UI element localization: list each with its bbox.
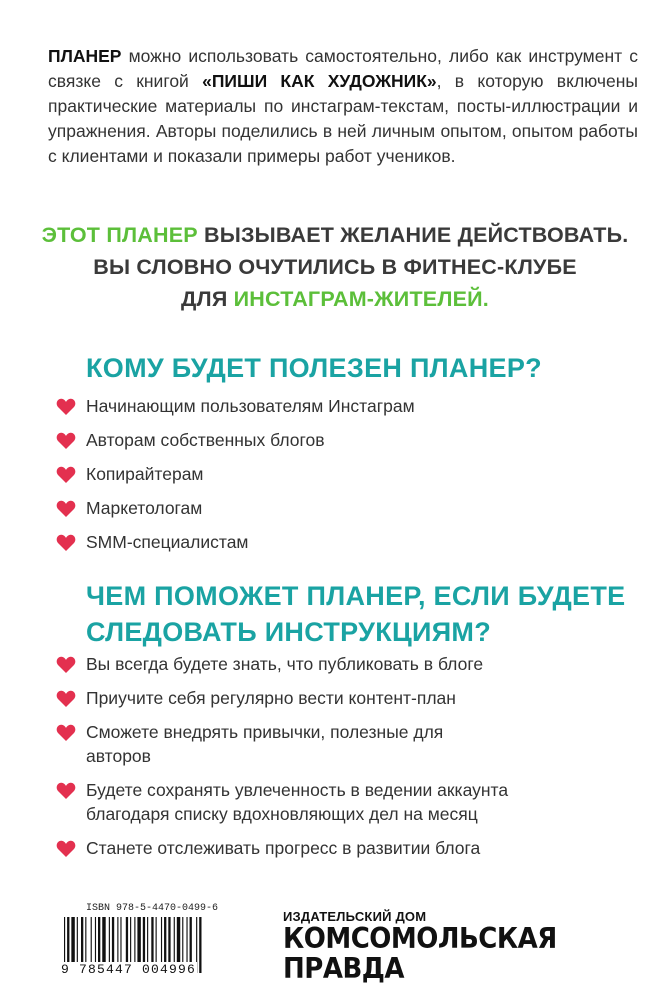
heart-icon xyxy=(56,656,76,674)
list-item xyxy=(56,686,636,710)
list-item xyxy=(56,652,636,676)
book-title: «ПИШИ КАК ХУДОЖНИК» xyxy=(202,71,437,91)
list-item-text: SMM-специалистам xyxy=(86,532,249,552)
barcode-number: 9 785447 004996 xyxy=(61,962,197,977)
list-item-line-1: Сможете внедрять привычки, полезные для xyxy=(86,722,444,742)
list-item xyxy=(56,496,636,520)
list-item xyxy=(56,530,636,554)
list-item-text: Авторам собственных блогов xyxy=(86,430,325,450)
publisher-logo-line-2: ПРАВДА xyxy=(283,952,405,986)
list-item-line-1: Приучите себя регулярно вести контент-план xyxy=(86,688,456,708)
section-1-heading: КОМУ БУДЕТ ПОЛЕЗЕН ПЛАНЕР? xyxy=(86,353,542,383)
barcode-bar xyxy=(199,917,201,973)
list-item-line-2: благодаря списку вдохновляющих дел на месяц xyxy=(86,804,478,824)
tagline-line-1 xyxy=(0,219,670,251)
tagline-line-2: ВЫ СЛОВНО ОЧУТИЛИСЬ В ФИТНЕС-КЛУБЕ xyxy=(93,255,577,279)
tagline-green-1: ЭТОТ ПЛАНЕР xyxy=(41,223,198,247)
heart-icon xyxy=(56,690,76,708)
section-2-heading-line-1: ЧЕМ ПОМОЖЕТ ПЛАНЕР, ЕСЛИ БУДЕТЕ xyxy=(86,581,626,611)
section-2-list xyxy=(56,652,636,860)
tagline-text-1: ВЫЗЫВАЕТ ЖЕЛАНИЕ ДЕЙСТВОВАТЬ. xyxy=(197,223,629,247)
heart-icon xyxy=(56,466,76,484)
publisher-logo-line-1: КОМСОМОЛЬСКАЯ xyxy=(283,922,557,956)
list-item xyxy=(56,394,636,418)
list-item xyxy=(56,428,636,452)
intro-text-1: можно использовать самостоятельно, либо как инструмент с связке с книгой xyxy=(48,46,638,91)
tagline-prefix-3: ДЛЯ xyxy=(181,287,234,311)
list-item-line-1: Станете отслеживать прогресс в развитии блога xyxy=(86,838,481,858)
list-item xyxy=(56,462,636,486)
intro-text-2: , в которую включены практические материалы по инстаграм-текстам, посты-иллюстрации и упражнения. Авторы поделились в ней личным опытом, опытом работы с клиентами и показали примеры работ учеников. xyxy=(48,71,638,166)
heart-icon xyxy=(56,500,76,518)
planner-word: ПЛАНЕР xyxy=(48,46,122,66)
heart-icon xyxy=(56,782,76,800)
list-item xyxy=(56,720,636,768)
list-item-text: Копирайтерам xyxy=(86,464,204,484)
list-item-line-1: Будете сохранять увлеченность в ведении аккаунта xyxy=(86,780,509,800)
list-item-line-1: Вы всегда будете знать, что публиковать в блоге xyxy=(86,654,484,674)
publisher-label: ИЗДАТЕЛЬСКИЙ ДОМ xyxy=(283,909,427,924)
heart-icon xyxy=(56,534,76,552)
list-item xyxy=(56,836,636,860)
heart-icon xyxy=(56,724,76,742)
publisher-logo xyxy=(283,922,557,986)
tagline-line-3 xyxy=(0,283,670,315)
list-item-line-2: авторов xyxy=(86,746,151,766)
list-item-text: Маркетологам xyxy=(86,498,203,518)
tagline xyxy=(0,219,670,315)
isbn-text: ISBN 978-5-4470-0499-6 xyxy=(86,903,219,914)
intro-paragraph xyxy=(48,44,638,169)
heart-icon xyxy=(56,840,76,858)
section-2-heading-line-2: СЛЕДОВАТЬ ИНСТРУКЦИЯМ? xyxy=(86,617,491,647)
list-item-text: Начинающим пользователям Инстаграм xyxy=(86,396,415,416)
list-item xyxy=(56,778,636,826)
heart-icon xyxy=(56,432,76,450)
section-1-list xyxy=(56,394,636,554)
heart-icon xyxy=(56,398,76,416)
section-2-heading xyxy=(86,578,646,650)
tagline-green-2: ИНСТАГРАМ-ЖИТЕЛЕЙ. xyxy=(233,287,489,311)
